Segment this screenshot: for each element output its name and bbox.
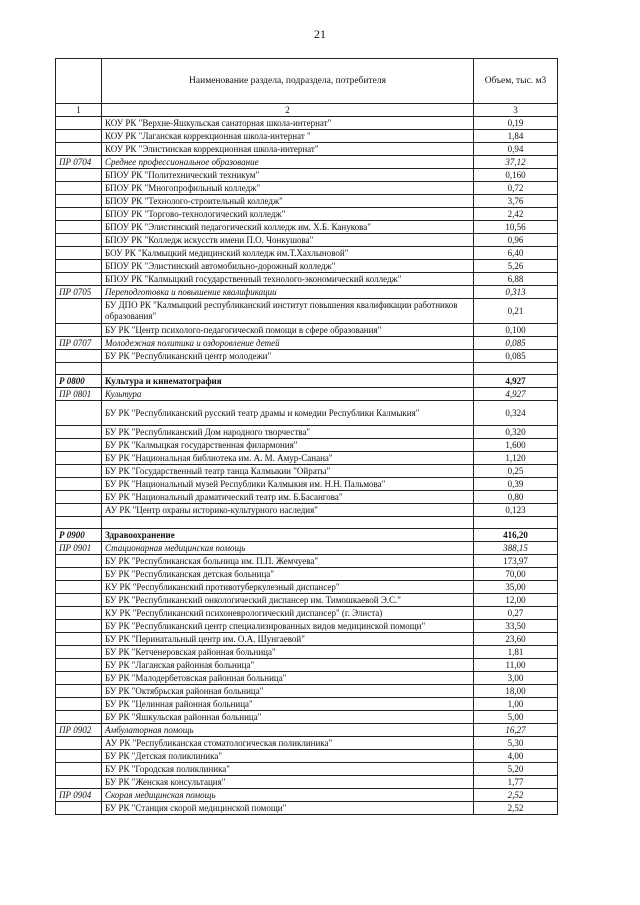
code-cell — [56, 260, 102, 273]
name-cell: БУ РК "Республиканская детская больница" — [102, 568, 474, 581]
volume-cell: 0,320 — [474, 426, 558, 439]
code-cell — [56, 763, 102, 776]
volume-cell: 23,60 — [474, 633, 558, 646]
name-cell: БУ РК "Октябрьская районная больница" — [102, 685, 474, 698]
code-cell — [56, 478, 102, 491]
name-cell: БУ РК "Республиканская больница им. П.П. Жемчуева" — [102, 555, 474, 568]
table-row — [56, 426, 558, 439]
table-row — [56, 607, 558, 620]
volume-cell: 70,00 — [474, 568, 558, 581]
volume-cell: 37,12 — [474, 156, 558, 169]
volume-cell: 11,00 — [474, 659, 558, 672]
table-row — [56, 117, 558, 130]
blank-row — [56, 517, 558, 529]
volume-cell: 0,72 — [474, 182, 558, 195]
name-cell: БУ РК "Государственный театр танца Калмыкии "Ойраты" — [102, 465, 474, 478]
code-cell — [56, 208, 102, 221]
table-row — [56, 698, 558, 711]
table-row — [56, 672, 558, 685]
table-row — [56, 711, 558, 724]
name-cell — [102, 363, 474, 375]
name-cell: Скорая медицинская помощь — [102, 789, 474, 802]
subsection-row — [56, 789, 558, 802]
table-row — [56, 452, 558, 465]
name-cell: БУ ДПО РК "Калмыцкий республиканский институт повышения квалификации работников образования" — [102, 299, 474, 324]
code-cell — [56, 646, 102, 659]
table-row — [56, 620, 558, 633]
name-cell: Культура и кинематография — [102, 375, 474, 388]
code-cell — [56, 517, 102, 529]
volume-cell: 0,085 — [474, 337, 558, 350]
subsection-row — [56, 156, 558, 169]
volume-cell: 35,00 — [474, 581, 558, 594]
code-cell — [56, 750, 102, 763]
table-row — [56, 465, 558, 478]
volume-cell: 1,81 — [474, 646, 558, 659]
code-cell — [56, 568, 102, 581]
volume-cell: 0,21 — [474, 299, 558, 324]
table-row — [56, 568, 558, 581]
volume-cell: 0,324 — [474, 401, 558, 426]
table-row — [56, 555, 558, 568]
name-cell: БПОУ РК "Многопрофильный колледж" — [102, 182, 474, 195]
table-row — [56, 221, 558, 234]
volume-cell: 16,27 — [474, 724, 558, 737]
volume-cell — [474, 363, 558, 375]
code-cell — [56, 659, 102, 672]
volume-cell: 1,600 — [474, 439, 558, 452]
section-row — [56, 529, 558, 542]
table-row — [56, 299, 558, 324]
volume-cell: 5,00 — [474, 711, 558, 724]
volume-cell: 416,20 — [474, 529, 558, 542]
name-cell: БУ РК "Станция скорой медицинской помощи" — [102, 802, 474, 815]
volume-cell: 0,123 — [474, 504, 558, 517]
table-row — [56, 439, 558, 452]
table-row — [56, 169, 558, 182]
code-cell — [56, 607, 102, 620]
name-cell: БУ РК "Яшкульская районная больница" — [102, 711, 474, 724]
table-row — [56, 763, 558, 776]
name-cell: КУ РК "Республиканский противотуберкулезный диспансер" — [102, 581, 474, 594]
volume-cell: 2,52 — [474, 802, 558, 815]
name-cell: БУ РК "Детская поликлиника" — [102, 750, 474, 763]
name-cell: БУ РК "Городская поликлиника" — [102, 763, 474, 776]
volume-cell: 33,50 — [474, 620, 558, 633]
volume-cell: 0,25 — [474, 465, 558, 478]
name-cell: БУ РК "Перинатальный центр им. О.А. Шунгаевой" — [102, 633, 474, 646]
name-cell: БПОУ РК "Политехнический техникум" — [102, 169, 474, 182]
name-cell: БПОУ РК "Калмыцкий государственный технолого-экономический колледж" — [102, 273, 474, 286]
column-number-1: 1 — [56, 104, 102, 117]
name-cell: КОУ РК "Элистинская коррекционная школа-интернат" — [102, 143, 474, 156]
code-cell: ПР 0801 — [56, 388, 102, 401]
volume-cell: 3,00 — [474, 672, 558, 685]
volume-cell: 4,00 — [474, 750, 558, 763]
code-cell — [56, 439, 102, 452]
subsection-row — [56, 542, 558, 555]
name-cell: БУ РК "Центр психолого-педагогической помощи в сфере образования" — [102, 324, 474, 337]
code-cell: ПР 0704 — [56, 156, 102, 169]
subsection-row — [56, 286, 558, 299]
code-cell — [56, 299, 102, 324]
name-cell: БУ РК "Республиканский русский театр драмы и комедии Республики Калмыкия" — [102, 401, 474, 426]
code-cell — [56, 698, 102, 711]
volume-cell: 4,927 — [474, 375, 558, 388]
column-number-2: 2 — [102, 104, 474, 117]
table-row — [56, 659, 558, 672]
table-row — [56, 234, 558, 247]
volume-cell: 0,313 — [474, 286, 558, 299]
volume-cell: 3,76 — [474, 195, 558, 208]
table-row — [56, 208, 558, 221]
volume-cell: 0,80 — [474, 491, 558, 504]
name-cell: БУ РК "Республиканский центр молодежи" — [102, 350, 474, 363]
name-cell: КОУ РК "Верхне-Яшкульская санаторная школа-интернат" — [102, 117, 474, 130]
code-cell — [56, 426, 102, 439]
name-cell — [102, 517, 474, 529]
name-cell: БУ РК "Кетченеровская районная больница" — [102, 646, 474, 659]
code-cell — [56, 620, 102, 633]
blank-row — [56, 363, 558, 375]
code-cell — [56, 594, 102, 607]
name-cell: КУ РК "Республиканский психоневрологический диспансер" (г. Элиста) — [102, 607, 474, 620]
code-cell — [56, 504, 102, 517]
header-name-cell: Наименование раздела, подраздела, потребителя — [102, 59, 474, 104]
table-row — [56, 130, 558, 143]
code-cell — [56, 169, 102, 182]
name-cell: БУ РК "Лаганская районная больница" — [102, 659, 474, 672]
code-cell — [56, 776, 102, 789]
table-row — [56, 581, 558, 594]
volume-cell: 18,00 — [474, 685, 558, 698]
code-cell — [56, 247, 102, 260]
name-cell: БПОУ РК "Элистинский автомобильно-дорожный колледж" — [102, 260, 474, 273]
section-row — [56, 375, 558, 388]
code-cell — [56, 452, 102, 465]
table-row — [56, 478, 558, 491]
volume-cell: 0,19 — [474, 117, 558, 130]
name-cell: Молодежная политика и оздоровление детей — [102, 337, 474, 350]
name-cell: Культура — [102, 388, 474, 401]
code-cell — [56, 182, 102, 195]
code-cell — [56, 633, 102, 646]
code-cell — [56, 363, 102, 375]
code-cell — [56, 350, 102, 363]
name-cell: БПОУ РК "Технолого-строительный колледж" — [102, 195, 474, 208]
code-cell: ПР 0705 — [56, 286, 102, 299]
code-cell — [56, 324, 102, 337]
table-row — [56, 594, 558, 607]
volume-cell: 4,927 — [474, 388, 558, 401]
code-cell — [56, 711, 102, 724]
code-cell — [56, 581, 102, 594]
name-cell: Стационарная медицинская помощь — [102, 542, 474, 555]
code-cell — [56, 685, 102, 698]
code-cell: Р 0900 — [56, 529, 102, 542]
table-row — [56, 491, 558, 504]
name-cell: БУ РК "Республиканский Дом народного творчества" — [102, 426, 474, 439]
code-cell — [56, 465, 102, 478]
subsection-row — [56, 337, 558, 350]
volume-cell: 5,30 — [474, 737, 558, 750]
name-cell: Среднее профессиональное образование — [102, 156, 474, 169]
volume-cell: 1,00 — [474, 698, 558, 711]
volume-cell: 388,15 — [474, 542, 558, 555]
name-cell: БУ РК "Малодербетовская районная больница" — [102, 672, 474, 685]
code-cell — [56, 802, 102, 815]
name-cell: БУ РК "Целинная районная больница" — [102, 698, 474, 711]
page-number: 21 — [314, 27, 326, 41]
code-cell — [56, 401, 102, 426]
name-cell: БПОУ РК "Элистинский педагогический колледж им. Х.Б. Канукова" — [102, 221, 474, 234]
code-cell — [56, 195, 102, 208]
code-cell — [56, 143, 102, 156]
volume-cell: 0,085 — [474, 350, 558, 363]
code-cell — [56, 130, 102, 143]
volume-cell: 12,00 — [474, 594, 558, 607]
volume-cell: 6,88 — [474, 273, 558, 286]
table-row — [56, 247, 558, 260]
table-row — [56, 195, 558, 208]
code-cell: ПР 0901 — [56, 542, 102, 555]
name-cell: БУ РК "Республиканский центр специализированных видов медицинской помощи" — [102, 620, 474, 633]
volume-cell: 5,26 — [474, 260, 558, 273]
code-cell — [56, 273, 102, 286]
name-cell: КОУ РК "Лаганская коррекционная школа-интернат " — [102, 130, 474, 143]
table-row — [56, 401, 558, 426]
code-cell — [56, 491, 102, 504]
name-cell: БУ РК "Женская консультация" — [102, 776, 474, 789]
table-row — [56, 182, 558, 195]
volume-cell: 0,94 — [474, 143, 558, 156]
table-row — [56, 143, 558, 156]
table-row — [56, 646, 558, 659]
code-cell — [56, 117, 102, 130]
volume-cell: 1,77 — [474, 776, 558, 789]
volume-cell: 1,84 — [474, 130, 558, 143]
name-cell: Переподготовка и повышение квалификации — [102, 286, 474, 299]
subsection-row — [56, 388, 558, 401]
volume-cell: 1,120 — [474, 452, 558, 465]
volume-cell: 6,40 — [474, 247, 558, 260]
name-cell: БУ РК "Национальный музей Республики Калмыкия им. Н.Н. Пальмова" — [102, 478, 474, 491]
name-cell: АУ РК "Республиканская стоматологическая поликлиника" — [102, 737, 474, 750]
code-cell — [56, 737, 102, 750]
volume-cell: 0,100 — [474, 324, 558, 337]
column-number-3: 3 — [474, 104, 558, 117]
code-cell — [56, 234, 102, 247]
subsection-row — [56, 724, 558, 737]
volume-cell: 2,52 — [474, 789, 558, 802]
column-number-row — [56, 104, 558, 117]
code-cell: ПР 0902 — [56, 724, 102, 737]
name-cell: БУ РК "Республиканский онкологический диспансер им. Тимошкаевой Э.С." — [102, 594, 474, 607]
name-cell: БУ РК "Калмыцкая государственная филармония" — [102, 439, 474, 452]
code-cell: ПР 0707 — [56, 337, 102, 350]
table-header-row — [56, 59, 558, 104]
name-cell: БПОУ РК "Колледж искусств имени П.О. Чонкушова" — [102, 234, 474, 247]
table-row — [56, 750, 558, 763]
volume-cell: 0,96 — [474, 234, 558, 247]
volume-cell: 0,39 — [474, 478, 558, 491]
volume-table — [55, 58, 558, 815]
name-cell: БПОУ РК "Торгово-технологический колледж" — [102, 208, 474, 221]
code-cell: Р 0800 — [56, 375, 102, 388]
table-row — [56, 504, 558, 517]
table-row — [56, 685, 558, 698]
table-row — [56, 802, 558, 815]
code-cell — [56, 672, 102, 685]
volume-cell: 5,20 — [474, 763, 558, 776]
volume-cell: 2,42 — [474, 208, 558, 221]
name-cell: БУ РК "Национальный драматический театр им. Б.Басангова" — [102, 491, 474, 504]
name-cell: Здравоохранение — [102, 529, 474, 542]
code-cell — [56, 221, 102, 234]
name-cell: АУ РК "Центр охраны историко-культурного наследия" — [102, 504, 474, 517]
name-cell: БУ РК "Национальная библиотека им. А. М. Амур-Санана" — [102, 452, 474, 465]
header-code-cell — [56, 59, 102, 104]
table-row — [56, 633, 558, 646]
table-row — [56, 350, 558, 363]
code-cell: ПР 0904 — [56, 789, 102, 802]
header-volume-cell: Объем, тыс. м3 — [474, 59, 558, 104]
table-row — [56, 260, 558, 273]
volume-cell — [474, 517, 558, 529]
volume-cell: 173,97 — [474, 555, 558, 568]
name-cell: Амбулаторная помощь — [102, 724, 474, 737]
table-row — [56, 737, 558, 750]
volume-cell: 0,160 — [474, 169, 558, 182]
code-cell — [56, 555, 102, 568]
table-row — [56, 324, 558, 337]
volume-cell: 0,27 — [474, 607, 558, 620]
table-row — [56, 273, 558, 286]
volume-cell: 10,56 — [474, 221, 558, 234]
table-row — [56, 776, 558, 789]
name-cell: БОУ РК "Калмыцкий медицинский колледж им.Т.Хахлыновой" — [102, 247, 474, 260]
